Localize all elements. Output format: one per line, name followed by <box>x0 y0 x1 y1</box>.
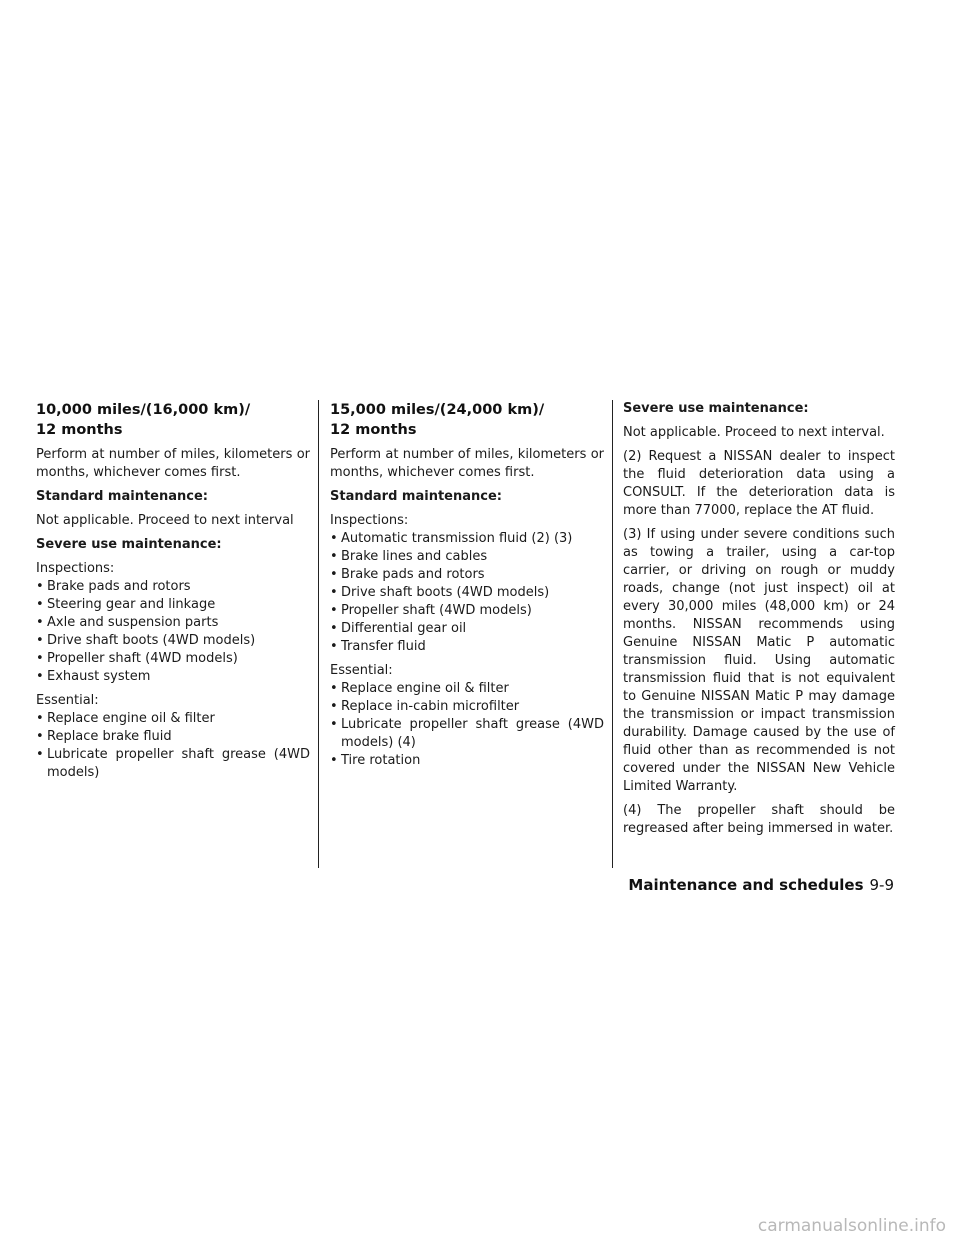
list-item: • Steering gear and linkage <box>36 596 310 614</box>
list-item: • Transfer fluid <box>330 638 604 656</box>
list-item: • Lubricate propeller shaft grease (4WD models) (4) <box>330 716 604 752</box>
list-item: • Brake lines and cables <box>330 548 604 566</box>
inspections-list <box>36 578 310 686</box>
inspections-label: Inspections: <box>36 561 115 576</box>
essential-label: Essential: <box>36 693 99 708</box>
column-10000-miles <box>36 400 310 788</box>
list-item: • Brake pads and rotors <box>36 578 310 596</box>
standard-label: Standard maintenance: <box>330 489 502 504</box>
list-item: • Replace in-cabin microfilter <box>330 698 604 716</box>
list-item: • Brake pads and rotors <box>330 566 604 584</box>
list-item: • Replace engine oil & filter <box>36 710 310 728</box>
severe-label: Severe use maintenance: <box>623 401 809 416</box>
note-3: (3) If using under severe conditions such as towing a trailer, using a car-top carrier, or driving on rough or muddy roads, change (not just inspect) oil at every 30,000 miles (48,000 km) or 24 months. NISSAN recommends using Genuine NISSAN Matic P automatic transmission fluid. Using automatic transmission fluid that is not equivalent to Genuine NISSAN Matic P may damage the transmission or impact transmission durability. Damage caused by the use of fluid other than as recommended is not covered under the NISSAN New Vehicle Limited Warranty. <box>623 527 895 794</box>
section-heading-15000: 15,000 miles/(24,000 km)/ 12 months <box>330 402 545 438</box>
list-item: • Exhaust system <box>36 668 310 686</box>
list-item: • Tire rotation <box>330 752 604 770</box>
inspections-list <box>330 530 604 656</box>
severe-text: Not applicable. Proceed to next interval. <box>623 425 885 440</box>
list-item: • Drive shaft boots (4WD models) <box>36 632 310 650</box>
page-footer <box>628 876 894 894</box>
list-item: • Drive shaft boots (4WD models) <box>330 584 604 602</box>
severe-label: Severe use maintenance: <box>36 537 222 552</box>
standard-text: Not applicable. Proceed to next interval <box>36 513 294 528</box>
list-item: • Differential gear oil <box>330 620 604 638</box>
column-notes <box>623 400 895 844</box>
essential-label: Essential: <box>330 663 393 678</box>
standard-label: Standard maintenance: <box>36 489 208 504</box>
column-divider-left <box>318 400 319 868</box>
section-heading-10000: 10,000 miles/(16,000 km)/ 12 months <box>36 402 251 438</box>
list-item: • Propeller shaft (4WD models) <box>36 650 310 668</box>
list-item: • Lubricate propeller shaft grease (4WD models) <box>36 746 310 782</box>
note-4: (4) The propeller shaft should be regreased after being immersed in water. <box>623 803 895 836</box>
list-item: • Propeller shaft (4WD models) <box>330 602 604 620</box>
intro-text: Perform at number of miles, kilometers or months, whichever comes first. <box>36 447 310 480</box>
list-item: • Automatic transmission fluid (2) (3) <box>330 530 604 548</box>
essential-list <box>330 680 604 770</box>
footer-section-title: Maintenance and schedules <box>628 876 864 894</box>
column-divider-right <box>612 400 613 868</box>
column-15000-miles <box>330 400 604 776</box>
list-item: • Axle and suspension parts <box>36 614 310 632</box>
intro-text: Perform at number of miles, kilometers or months, whichever comes first. <box>330 447 604 480</box>
list-item: • Replace brake fluid <box>36 728 310 746</box>
watermark: carmanualsonline.info <box>757 1216 946 1236</box>
essential-list <box>36 710 310 782</box>
note-2: (2) Request a NISSAN dealer to inspect the fluid deterioration data using a CONSULT. If the deterioration data is more than 77000, replace the AT fluid. <box>623 449 895 518</box>
list-item: • Replace engine oil & filter <box>330 680 604 698</box>
inspections-label: Inspections: <box>330 513 409 528</box>
page-number: 9-9 <box>869 876 894 894</box>
